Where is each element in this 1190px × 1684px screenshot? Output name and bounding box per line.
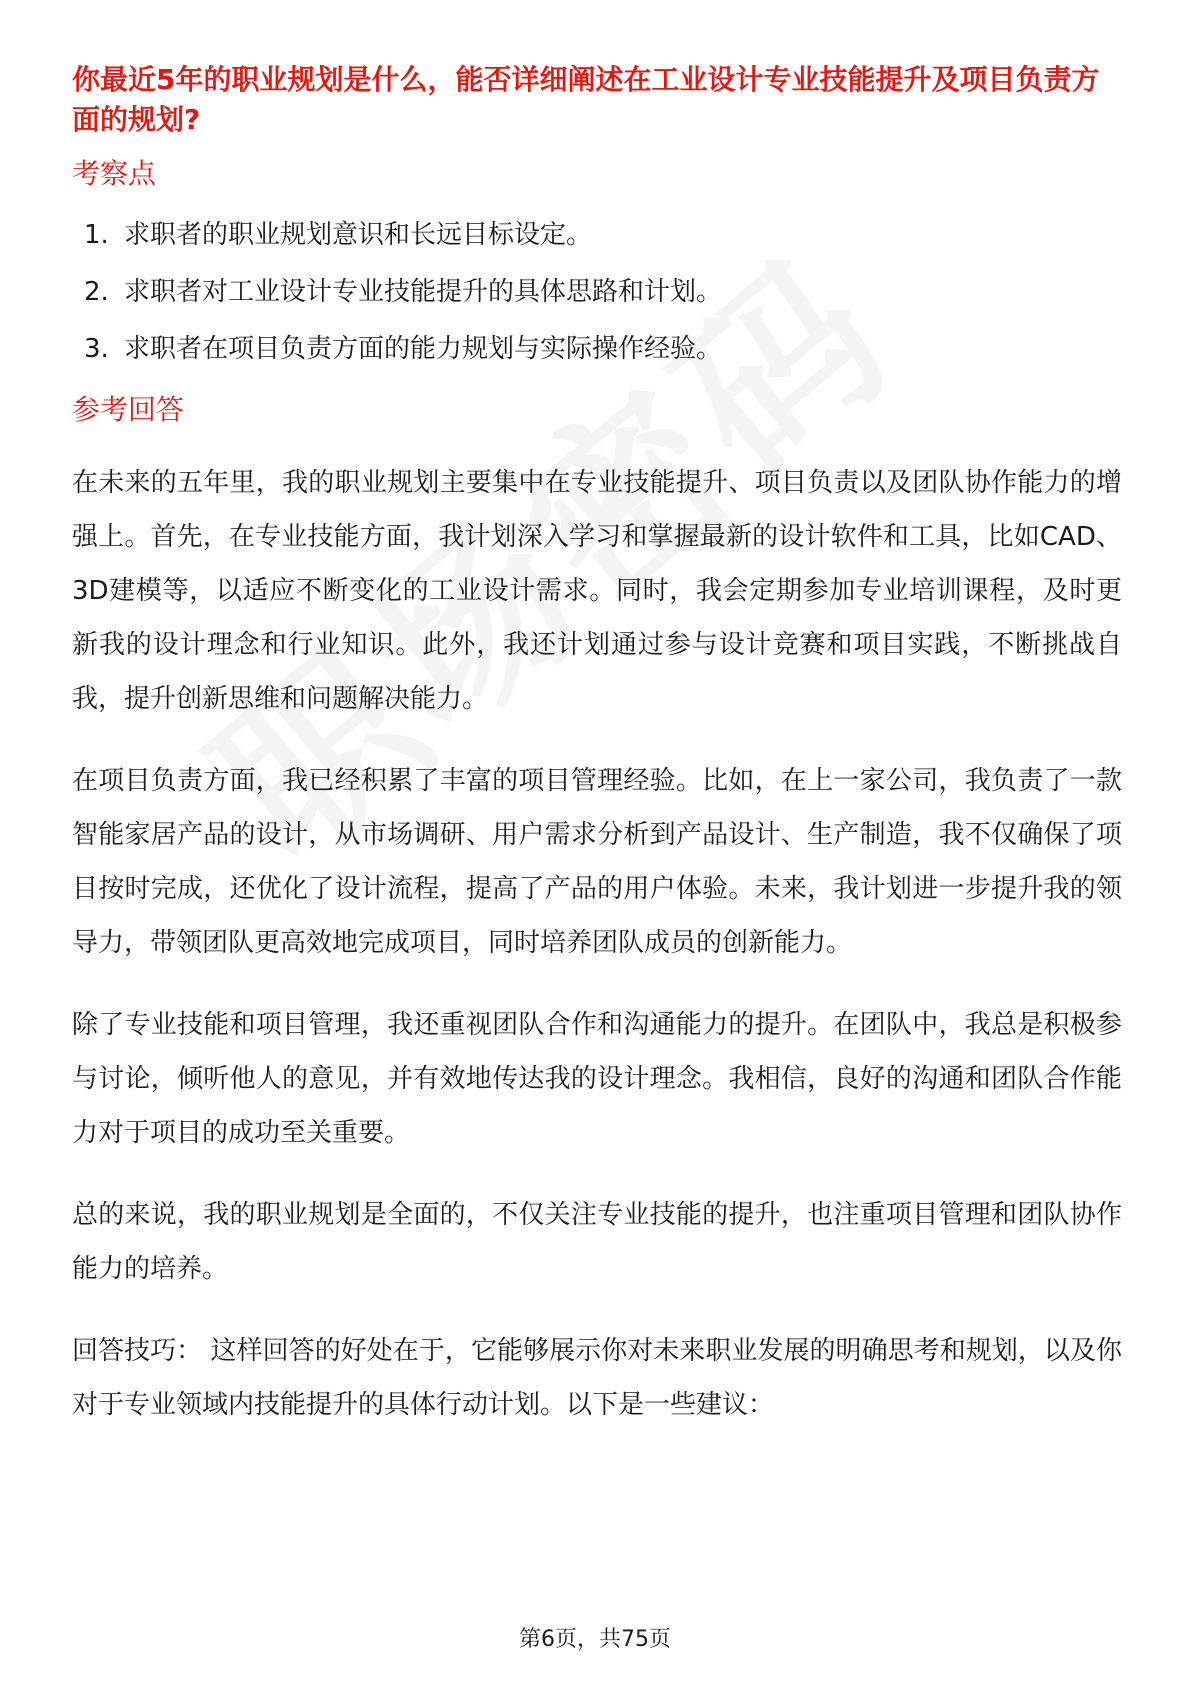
- reference-title: 参考回答: [72, 393, 185, 426]
- answer-tips-paragraph: 回答技巧： 这样回答的好处在于，它能够展示你对未来职业发展的明确思考和规划，以及你对于专业领域内技能提升的具体行动计划。以下是一些建议：: [72, 1336, 1122, 1420]
- reference-paragraph: 在项目负责方面，我已经积累了丰富的项目管理经验。比如，在上一家公司，我负责了一款智能家居产品的设计，从市场调研、用户需求分析到产品设计、生产制造，我不仅确保了项目按时完成，还优化了设计流程，提高了产品的用户体验。未来，我计划进一步提升我的领导力，带领团队更高效地完成项目，同时培养团队成员的创新能力。: [72, 766, 1122, 958]
- list-item: [72, 216, 1122, 254]
- list-item-number: 3.: [84, 334, 109, 364]
- reference-paragraph: 在未来的五年里，我的职业规划主要集中在专业技能提升、项目负责以及团队协作能力的增强上。首先，在专业技能方面，我计划深入学习和掌握最新的设计软件和工具，比如CAD、3D建模等，以适应不断变化的工业设计需求。同时，我会定期参加专业培训课程，及时更新我的设计理念和行业知识。此外，我还计划通过参与设计竞赛和项目实践，不断挑战自我，提升创新思维和问题解决能力。: [72, 468, 1122, 714]
- page-content: [72, 60, 1122, 1432]
- list-item: [72, 330, 1122, 368]
- assessment-list: [72, 216, 1122, 368]
- question-heading: 你最近5年的职业规划是什么，能否详细阐述在工业设计专业技能提升及项目负责方面的规划?: [72, 63, 1100, 136]
- list-item: [72, 273, 1122, 311]
- list-item-text: 求职者的职业规划意识和长远目标设定。: [124, 220, 593, 250]
- assessment-title: 考察点: [72, 157, 157, 190]
- page-number: 第6页，共75页: [519, 1627, 671, 1652]
- list-item-text: 求职者对工业设计专业技能提升的具体思路和计划。: [124, 277, 723, 307]
- reference-paragraph: 除了专业技能和项目管理，我还重视团队合作和沟通能力的提升。在团队中，我总是积极参与讨论，倾听他人的意见，并有效地传达我的设计理念。我相信，良好的沟通和团队合作能力对于项目的成功至关重要。: [72, 1010, 1122, 1148]
- list-item-number: 2.: [84, 277, 109, 307]
- list-item-number: 1.: [84, 220, 109, 250]
- reference-paragraph: 总的来说，我的职业规划是全面的，不仅关注专业技能的提升，也注重项目管理和团队协作能力的培养。: [72, 1200, 1122, 1284]
- list-item-text: 求职者在项目负责方面的能力规划与实际操作经验。: [124, 334, 723, 364]
